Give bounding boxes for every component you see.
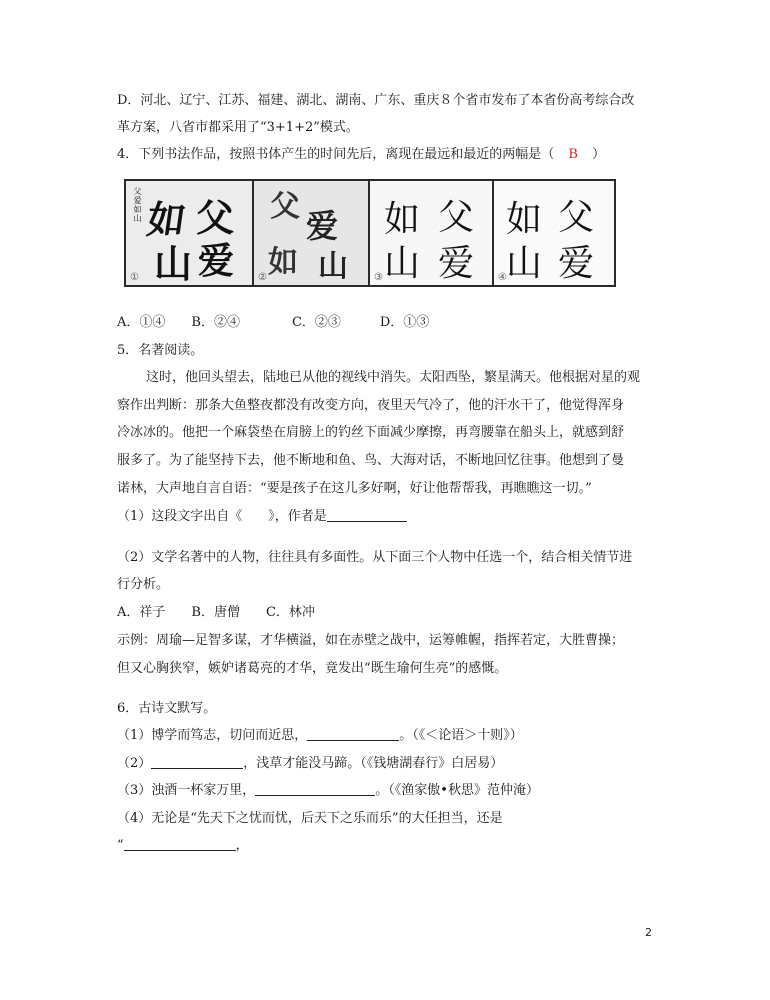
panel-2-char-1: 父 — [270, 189, 300, 224]
panel-3-char-3: 山 — [384, 243, 421, 284]
poem-blank-3[interactable] — [255, 781, 375, 796]
poem-blank-1[interactable] — [307, 726, 399, 741]
open-quote: “ — [117, 838, 124, 853]
question-6-part-3 — [117, 781, 539, 801]
question-5-character-options: A．祥子 B．唐僧 C．林冲 — [117, 605, 315, 620]
question-5-part-1-text: （1）这段文字出自《 》，作者是 — [117, 509, 327, 524]
question-5-part-2-line-2: 行分析。 — [117, 577, 170, 592]
question-6-part-2-label: （2） — [117, 756, 152, 771]
calligraphy-panel-2 — [254, 181, 370, 285]
passage-line-3: 冷冰冰的。他把一个麻袋垫在肩膀上的钓丝下面减少摩擦，再弯腰靠在船头上，就感到舒 — [117, 425, 625, 440]
question-6-part-1-source: 。（《＜论语＞十则》） — [399, 728, 523, 743]
question-4-prefix: 4．下列书法作品，按照书体产生的时间先后，离现在最远和最近的两幅是（ — [117, 147, 555, 162]
panel-2-char-4: 山 — [318, 249, 348, 284]
question-6-part-4-continued — [117, 836, 249, 856]
trailing-comma: ， — [235, 838, 249, 853]
panel-4-number: ④ — [498, 272, 507, 283]
example-line-2: 但又心胸狭窄，嫉妒诸葛亮的才华，竟发出“既生瑜何生亮”的感慨。 — [117, 661, 508, 676]
calligraphy-panel-4 — [494, 181, 614, 285]
question-6-part-4: （4）无论是“先天下之忧而忧，后天下之乐而乐”的大任担当，还是 — [117, 811, 503, 826]
panel-3-number: ③ — [374, 272, 383, 283]
panel-3-char-4: 爱 — [438, 243, 475, 284]
passage-line-5: 诺林，大声地自言自语：“要是孩子在这儿多好啊，好让他帮帮我，再瞧瞧这一切。” — [117, 481, 592, 496]
option-d-line-2: 革方案，八省市都采用了“3+1+2”模式。 — [117, 120, 359, 135]
panel-3-char-1: 如 — [384, 199, 421, 240]
question-4-stem — [117, 145, 605, 165]
question-5-part-2-line-1: （2）文学名著中的人物，往往具有多面性。从下面三个人物中任选一个，结合相关情节进 — [117, 550, 633, 565]
calligraphy-panel-3 — [370, 181, 494, 285]
example-line-1: 示例：周瑜—足智多谋，才华横溢，如在赤壁之战中，运筹帷幄，指挥若定，大胜曹操； — [117, 633, 625, 648]
question-4-options: A．①④ B．②④ C．②③ D．①③ — [117, 315, 430, 330]
question-6-part-2 — [117, 754, 503, 774]
option-d-line-1: D．河北、辽宁、江苏、福建、湖北、湖南、广东、重庆８个省市发布了本省份高考综合改 — [117, 93, 635, 108]
panel-4-char-2: 父 — [558, 197, 595, 238]
panel-1-number: ① — [130, 272, 139, 283]
panel-3-char-2: 父 — [438, 197, 475, 238]
passage-line-4: 服多了。为了能坚持下去，他不断地和鱼、鸟、大海对话，不断地回忆往事。他想到了曼 — [117, 453, 625, 468]
panel-4-char-4: 爱 — [558, 243, 595, 284]
author-blank[interactable] — [327, 507, 407, 522]
question-5-title: 5．名著阅读。 — [117, 343, 204, 358]
calligraphy-panel-1 — [126, 181, 254, 285]
panel-1-char-4: 爱 — [198, 241, 235, 282]
panel-4-char-3: 山 — [506, 243, 543, 284]
panel-4-char-1: 如 — [506, 199, 543, 240]
page-number: 2 — [645, 926, 652, 939]
question-6-part-1-text: （1）博学而笃志，切问而近思， — [117, 728, 308, 743]
panel-2-number: ② — [258, 272, 267, 283]
panel-1-char-1: 如 — [144, 198, 189, 242]
question-6-part-3-text: （3）浊酒一杯家万里， — [117, 783, 256, 798]
passage-line-1: 这时，他回头望去，陆地已从他的视线中消失。太阳西坠，繁星满天。他根据对星的观 — [146, 370, 641, 385]
poem-blank-2[interactable] — [151, 754, 243, 769]
question-4-answer: B — [568, 147, 578, 162]
question-6-part-3-source: 。（《渔家傲•秋思》范仲淹） — [375, 783, 539, 798]
question-5-part-1 — [117, 507, 407, 527]
panel-2-char-2: 爱 — [306, 207, 339, 245]
question-6-part-1 — [117, 726, 523, 746]
poem-blank-4[interactable] — [124, 836, 236, 851]
panel-1-side-text: 父爱如山 — [133, 187, 142, 223]
passage-line-2: 察作出判断：那条大鱼整夜都没有改变方向，夜里天气冷了，他的汗水干了，他觉得浑身 — [117, 398, 625, 413]
panel-2-char-3: 如 — [268, 245, 298, 280]
panel-1-char-2: 父 — [196, 196, 235, 240]
calligraphy-figure — [124, 179, 616, 287]
question-4-suffix: ） — [592, 147, 606, 162]
question-6-title: 6．古诗文默写。 — [117, 701, 217, 716]
panel-1-char-3: 山 — [154, 242, 193, 285]
question-6-part-2-text: ，浅草才能没马蹄。（《钱塘湖春行》白居易） — [243, 756, 504, 771]
